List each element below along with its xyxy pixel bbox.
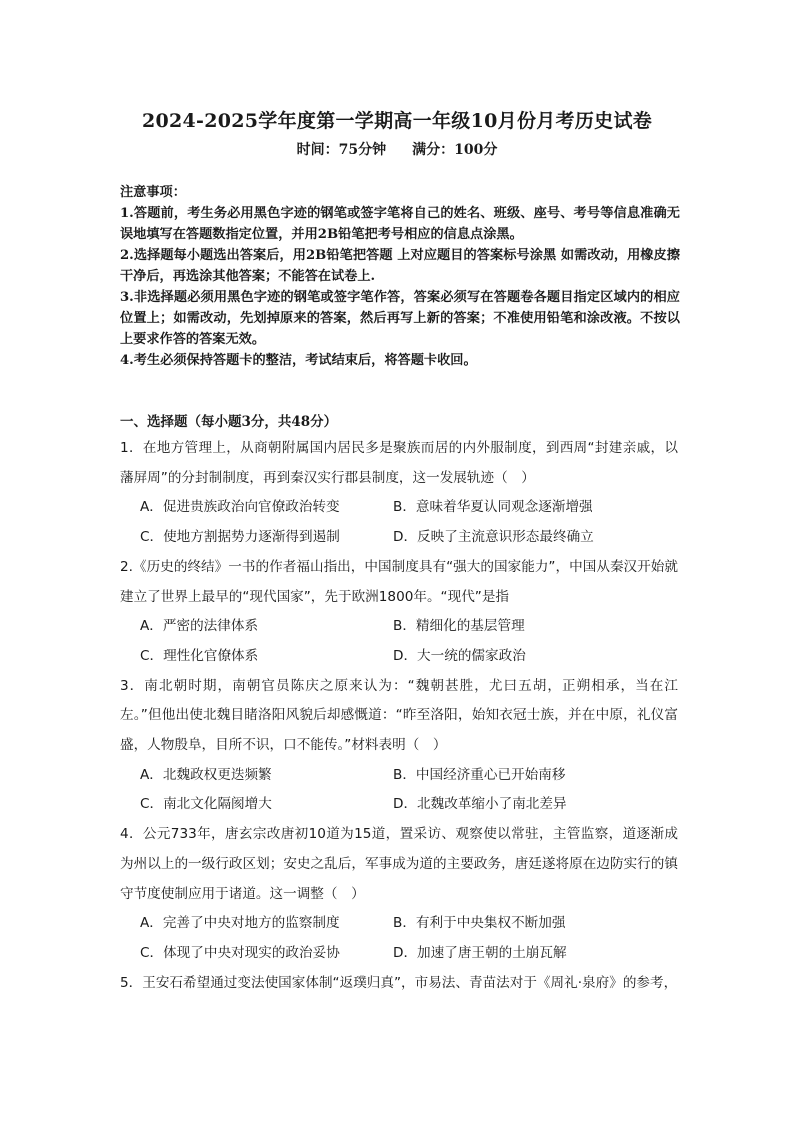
- option-a[interactable]: A．北魏政权更迭频繁: [140, 766, 272, 783]
- question-3: [120, 672, 678, 821]
- question-list: [120, 434, 678, 998]
- option-d[interactable]: D．大一统的儒家政治: [393, 647, 526, 664]
- exam-score: 满分：100分: [412, 142, 498, 158]
- notice-item: 2.选择题每小题选出答案后，用2B铅笔把答题 上对应题目的答案标号涂黑 如需改动，用橡皮擦干净后，再选涂其他答案；不能答在试卷上.: [120, 248, 680, 284]
- option-a[interactable]: A．完善了中央对地方的监察制度: [140, 915, 340, 932]
- exam-time: 时间：75分钟: [296, 142, 387, 158]
- option-c[interactable]: C．体现了中央对现实的政治妥协: [140, 944, 340, 961]
- option-d[interactable]: D．反映了主流意识形态最终确立: [393, 529, 594, 546]
- option-d[interactable]: D．北魏改革缩小了南北差异: [393, 796, 567, 813]
- question-stem: 3．南北朝时期，南朝官员陈庆之原来认为：“魏朝甚胜，尤曰五胡，正朔相承，当在江左。”但他出使北魏目睹洛阳风貌后却感慨道：“昨至洛阳，始知衣冠士族，并在中原，礼仪富盛，人物殷阜，目所不识，口不能传。”材料表明（ ）: [120, 677, 678, 754]
- question-stem: 5．王安石希望通过变法使国家体制“返璞归真”，市易法、青苗法对于《周礼·泉府》的参考，: [120, 974, 678, 991]
- option-b[interactable]: B．精细化的基层管理: [393, 618, 525, 635]
- option-d[interactable]: D．加速了唐王朝的土崩瓦解: [393, 944, 567, 961]
- option-b[interactable]: B．有利于中央集权不断加强: [393, 915, 566, 932]
- option-grid: [120, 761, 678, 820]
- question-stem: 1．在地方管理上，从商朝附属国内居民多是聚族而居的内外服制度，到西周“封建亲戚，以藩屏周”的分封制制度，再到秦汉实行郡县制度，这一发展轨迹（ ）: [120, 440, 678, 486]
- option-a[interactable]: A．促进贵族政治向官僚政治转变: [140, 499, 340, 516]
- question-stem: 2.《历史的终结》一书的作者福山指出，中国制度具有“强大的国家能力”，中国从秦汉开始就建立了世界上最早的“现代国家”，先于欧洲1800年。“现代”是指: [120, 558, 678, 605]
- option-grid: [120, 493, 678, 552]
- question-5: [120, 969, 678, 999]
- notice-item: 3.非选择题必须用黑色字迹的钢笔或签字笔作答，答案必须写在答题卷各题目指定区域内的相应位置上；如需改动，先划掉原来的答案，然后再写上新的答案；不准使用铅笔和涂改液。不按以上要求作答的答案无效。: [120, 290, 680, 347]
- question-stem: 4．公元733年，唐玄宗改唐初10道为15道，置采访、观察使以常驻，主管监察，道逐渐成为州以上的一级行政区划；安史之乱后，军事成为道的主要政务，唐廷遂将原在边防实行的镇守节度使制应用于诸道。这一调整（ ）: [120, 826, 678, 902]
- option-b[interactable]: B．中国经济重心已开始南移: [393, 766, 566, 783]
- notice-item: 1.答题前，考生务必用黑色字迹的钢笔或签字笔将自己的姓名、班级、座号、考号等信息准确无误地填写在答题数指定位置，并用2B铅笔把考号相应的信息点涂黑。: [120, 206, 680, 242]
- question-2: [120, 553, 678, 672]
- notice-list: [120, 203, 680, 371]
- question-1: [120, 434, 678, 553]
- notice-heading: 注意事项：: [120, 185, 186, 200]
- option-b[interactable]: B．意味着华夏认同观念逐渐增强: [393, 499, 593, 516]
- exam-meta: [0, 139, 794, 159]
- option-a[interactable]: A．严密的法律体系: [140, 618, 259, 635]
- option-grid: [120, 909, 678, 968]
- question-4: [120, 820, 678, 969]
- notice-item: 4.考生必须保持答题卡的整洁，考试结束后，将答题卡收回。: [120, 353, 477, 368]
- option-c[interactable]: C．南北文化隔阂增大: [140, 796, 272, 813]
- exam-title: 2024-2025学年度第一学期高一年级10月份月考历史试卷: [141, 110, 653, 132]
- option-grid: [120, 612, 678, 671]
- section-title: 一、选择题（每小题3分，共48分）: [120, 414, 338, 430]
- option-c[interactable]: C．理性化官僚体系: [140, 647, 259, 664]
- option-c[interactable]: C．使地方割据势力逐渐得到遏制: [140, 529, 340, 546]
